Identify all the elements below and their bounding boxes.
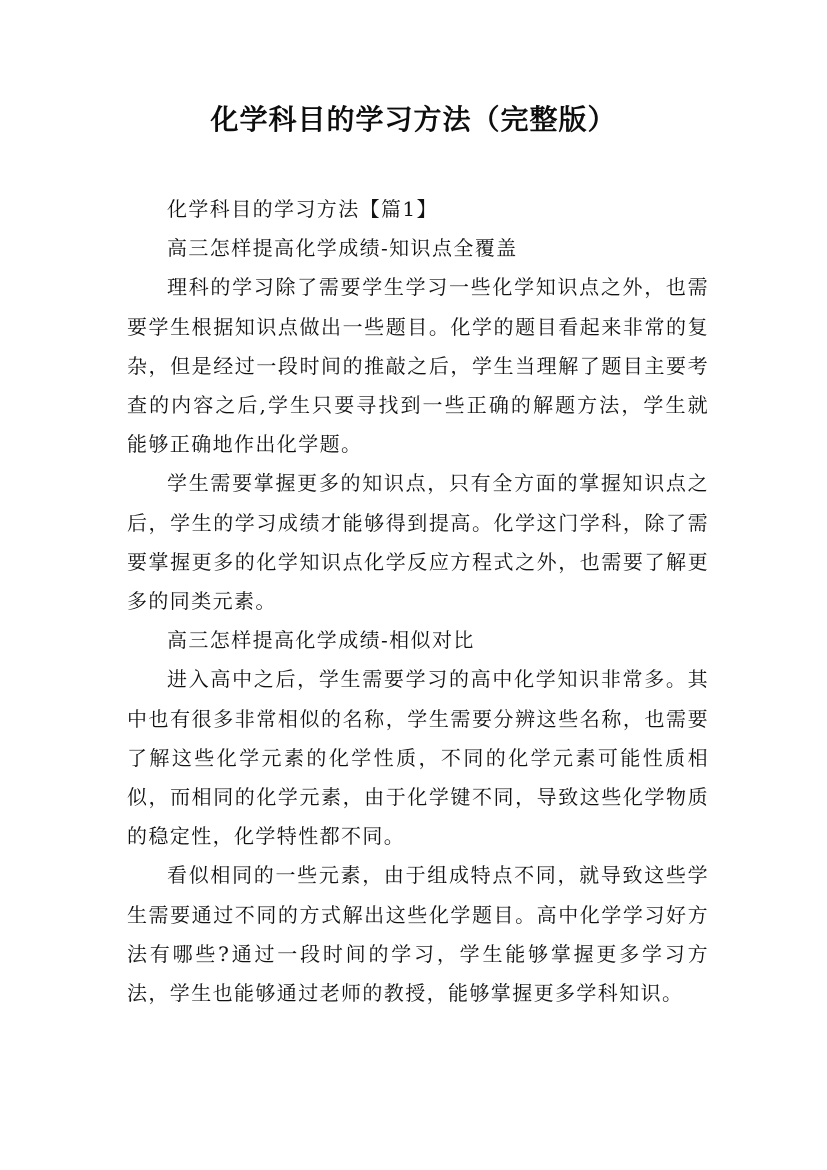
body-paragraph: 理科的学习除了需要学生学习一些化学知识点之外，也需要学生根据知识点做出一些题目。化学的题目看起来非常的复杂，但是经过一段时间的推敲之后，学生当理解了题目主要考查的内容之后,学生只要寻找到一些正确的解题方法，学生就能够正确地作出化学题。 [127, 275, 709, 457]
subsection-heading: 高三怎样提高化学成绩-知识点全覆盖 [167, 236, 518, 261]
section-heading: 化学科目的学习方法【篇1】 [167, 197, 438, 221]
body-paragraph: 看似相同的一些元素，由于组成特点不同，就导致这些学生需要通过不同的方式解出这些化学题目。高中化学学习好方法有哪些?通过一段时间的学习，学生能够掌握更多学习方法，学生也能够通过老师的教授，能够掌握更多学科知识。 [127, 863, 709, 1006]
subsection-heading: 高三怎样提高化学成绩-相似对比 [167, 628, 475, 653]
body-paragraph: 学生需要掌握更多的知识点，只有全方面的掌握知识点之后，学生的学习成绩才能够得到提高。化学这门学科，除了需要掌握更多的化学知识点化学反应方程式之外，也需要了解更多的同类元素。 [127, 471, 709, 614]
document-body [127, 190, 709, 1013]
document-title: 化学科目的学习方法（完整版） [210, 103, 617, 136]
body-paragraph: 进入高中之后，学生需要学习的高中化学知识非常多。其中也有很多非常相似的名称，学生需要分辨这些名称，也需要了解这些化学元素的化学性质，不同的化学元素可能性质相似，而相同的化学元素，由于化学键不同，导致这些化学物质的稳定性，化学特性都不同。 [127, 667, 709, 849]
